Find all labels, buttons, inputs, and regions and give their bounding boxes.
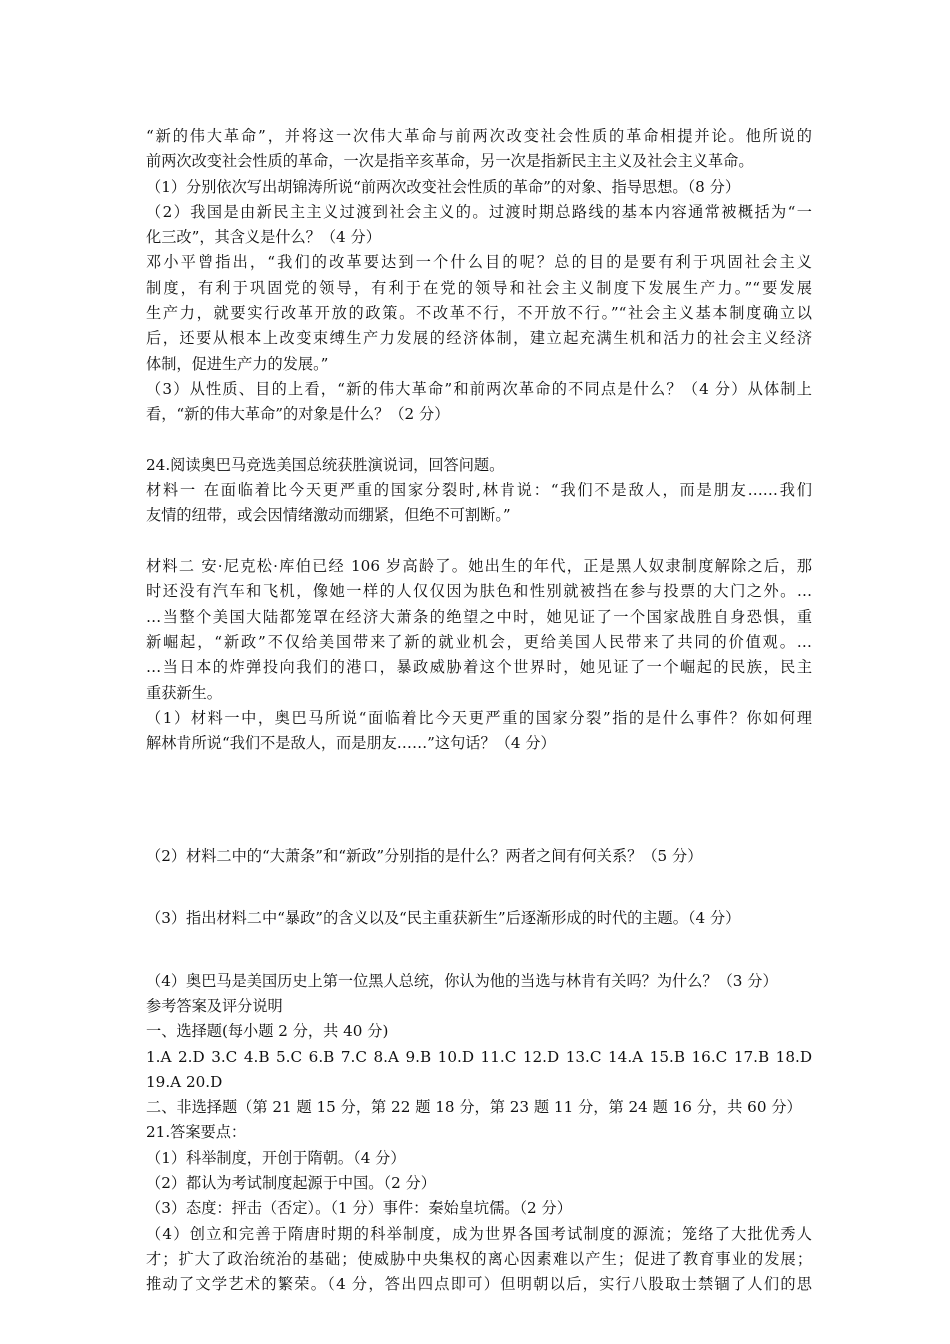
blank-space [146,428,812,453]
paragraph [146,1196,812,1221]
text-line: …当整个美国大陆都笼罩在经济大萧条的绝望之中时，她见证了一个国家战胜自身恐惧，重 [146,607,812,626]
text-line: 参考答案及评分说明 [146,996,283,1015]
paragraph [146,200,812,251]
text-line: 重获新生。 [146,683,222,702]
paragraph [146,250,812,376]
text-line: 推动了文学艺术的繁荣。（4 分，答出四点即可）但明朝以后，实行八股取士禁锢了人们的思 [146,1275,812,1294]
paragraph [146,1095,812,1120]
text-line: 21.答案要点： [146,1123,247,1142]
paragraph [146,554,812,706]
text-line: 二、非选择题（第 21 题 15 分，第 22 题 18 分，第 23 题 11 分，第 24 题 16 分，共 60 分） [146,1098,802,1117]
paragraph [146,906,812,931]
text-line: “新的伟大革命”，并将这一次伟大革命与前两次改变社会性质的革命相提并论。他所说的 [146,127,812,145]
text-line: 1.A 2.D 3.C 4.B 5.C 6.B 7.C 8.A 9.B 10.D 11.C 12.D 13.C 14.A 15.B 16.C 17.B 18.D [146,1047,812,1066]
text-line: 化三改”，其含义是什么？（4 分） [146,228,381,247]
text-line: （3）态度：抨击（否定）。（1 分）事件：秦始皇坑儒。（2 分） [146,1199,572,1218]
text-line: 看，“新的伟大革命”的对象是什么？（2 分） [146,405,450,424]
paragraph [146,844,812,869]
paragraph [146,175,812,200]
paragraph [146,1171,812,1196]
text-line: 材料一 在面临着比今天更严重的国家分裂时,林肯说：“我们不是敌人，而是朋友……我们 [146,481,812,500]
text-line: （3）指出材料二中“暴政”的含义以及“民主重获新生”后逐渐形成的时代的主题。（4 分） [146,909,741,928]
blank-space [146,869,812,906]
text-line: 材料二 安·尼克松·库伯已经 106 岁高龄了。她出生的年代，正是黑人奴隶制度解除之后，那 [146,557,812,576]
text-line: （1）材料一中，奥巴马所说“面临着比今天更严重的国家分裂”指的是什么事件？你如何理 [146,708,812,727]
text-line: 后，还要从根本上改变束缚生产力发展的经济体制，建立起充满生机和活力的社会主义经济 [146,329,812,348]
text-line: （3）从性质、目的上看，“新的伟大革命”和前两次革命的不同点是什么？（4 分）从体制上 [146,379,812,398]
text-line: （2）我国是由新民主主义过渡到社会主义的。过渡时期总路线的基本内容通常被概括为“一 [146,202,812,221]
document-page [146,124,812,1297]
blank-space [146,529,812,554]
paragraph [146,969,812,994]
paragraph [146,453,812,478]
text-line: 新崛起，“新政”不仅给美国带来了新的就业机会，更给美国人民带来了共同的价值观。… [146,632,812,651]
paragraph [146,1120,812,1145]
text-line: 体制，促进生产力的发展。” [146,354,329,373]
text-line: 邓小平曾指出，“我们的改革要达到一个什么目的呢？总的目的是要有利于巩固社会主义 [146,253,812,272]
text-line: 时还没有汽车和飞机，像她一样的人仅仅因为肤色和性别就被挡在参与投票的大门之外。… [146,582,812,601]
text-line: 24.阅读奥巴马竞选美国总统获胜演说词，回答问题。 [146,455,505,474]
blank-space [146,756,812,807]
text-line: 友情的纽带，或会因情绪激动而绷紧，但绝不可割断。” [146,506,511,525]
text-line: 前两次改变社会性质的革命，一次是指辛亥革命，另一次是指新民主主义及社会主义革命。 [146,152,754,171]
paragraph [146,994,812,1019]
paragraph [146,1146,812,1171]
blank-space [146,807,812,844]
text-line: 解林肯所说“我们不是敌人，而是朋友……”这句话？（4 分） [146,734,556,753]
text-line: 制度，有利于巩固党的领导，有利于在党的领导和社会主义制度下发展生产力。”“要发展 [146,278,812,297]
blank-space [146,932,812,969]
text-line: 19.A 20.D [146,1072,223,1091]
text-line: （1）分别依次写出胡锦涛所说“前两次改变社会性质的革命”的对象、指导思想。（8 分） [146,177,741,196]
paragraph [146,124,812,175]
paragraph [146,1045,812,1096]
text-line: 一、选择题(每小题 2 分，共 40 分) [146,1022,389,1041]
paragraph [146,1019,812,1044]
paragraph [146,478,812,529]
text-line: …当日本的炸弹投向我们的港口，暴政威胁着这个世界时，她见证了一个崛起的民族，民主 [146,658,812,677]
text-line: （4）创立和完善于隋唐时期的科举制度，成为世界各国考试制度的源流；笼络了大批优秀人 [146,1224,812,1243]
paragraph [146,706,812,757]
paragraph [146,377,812,428]
text-line: （1）科举制度，开创于隋朝。（4 分） [146,1148,406,1167]
text-line: （2）都认为考试制度起源于中国。（2 分） [146,1173,436,1192]
text-line: （4）奥巴马是美国历史上第一位黑人总统，你认为他的当选与林肯有关吗？为什么？（3 分） [146,971,778,990]
text-line: 才；扩大了政治统治的基础；使威胁中央集权的离心因素难以产生；促进了教育事业的发展； [146,1249,812,1268]
text-line: 生产力，就要实行改革开放的政策。不改革不行，不开放不行。”“社会主义基本制度确立以 [146,304,812,323]
paragraph [146,1222,812,1298]
text-line: （2）材料二中的“大萧条”和“新政”分别指的是什么？两者之间有何关系？（5 分） [146,847,703,866]
